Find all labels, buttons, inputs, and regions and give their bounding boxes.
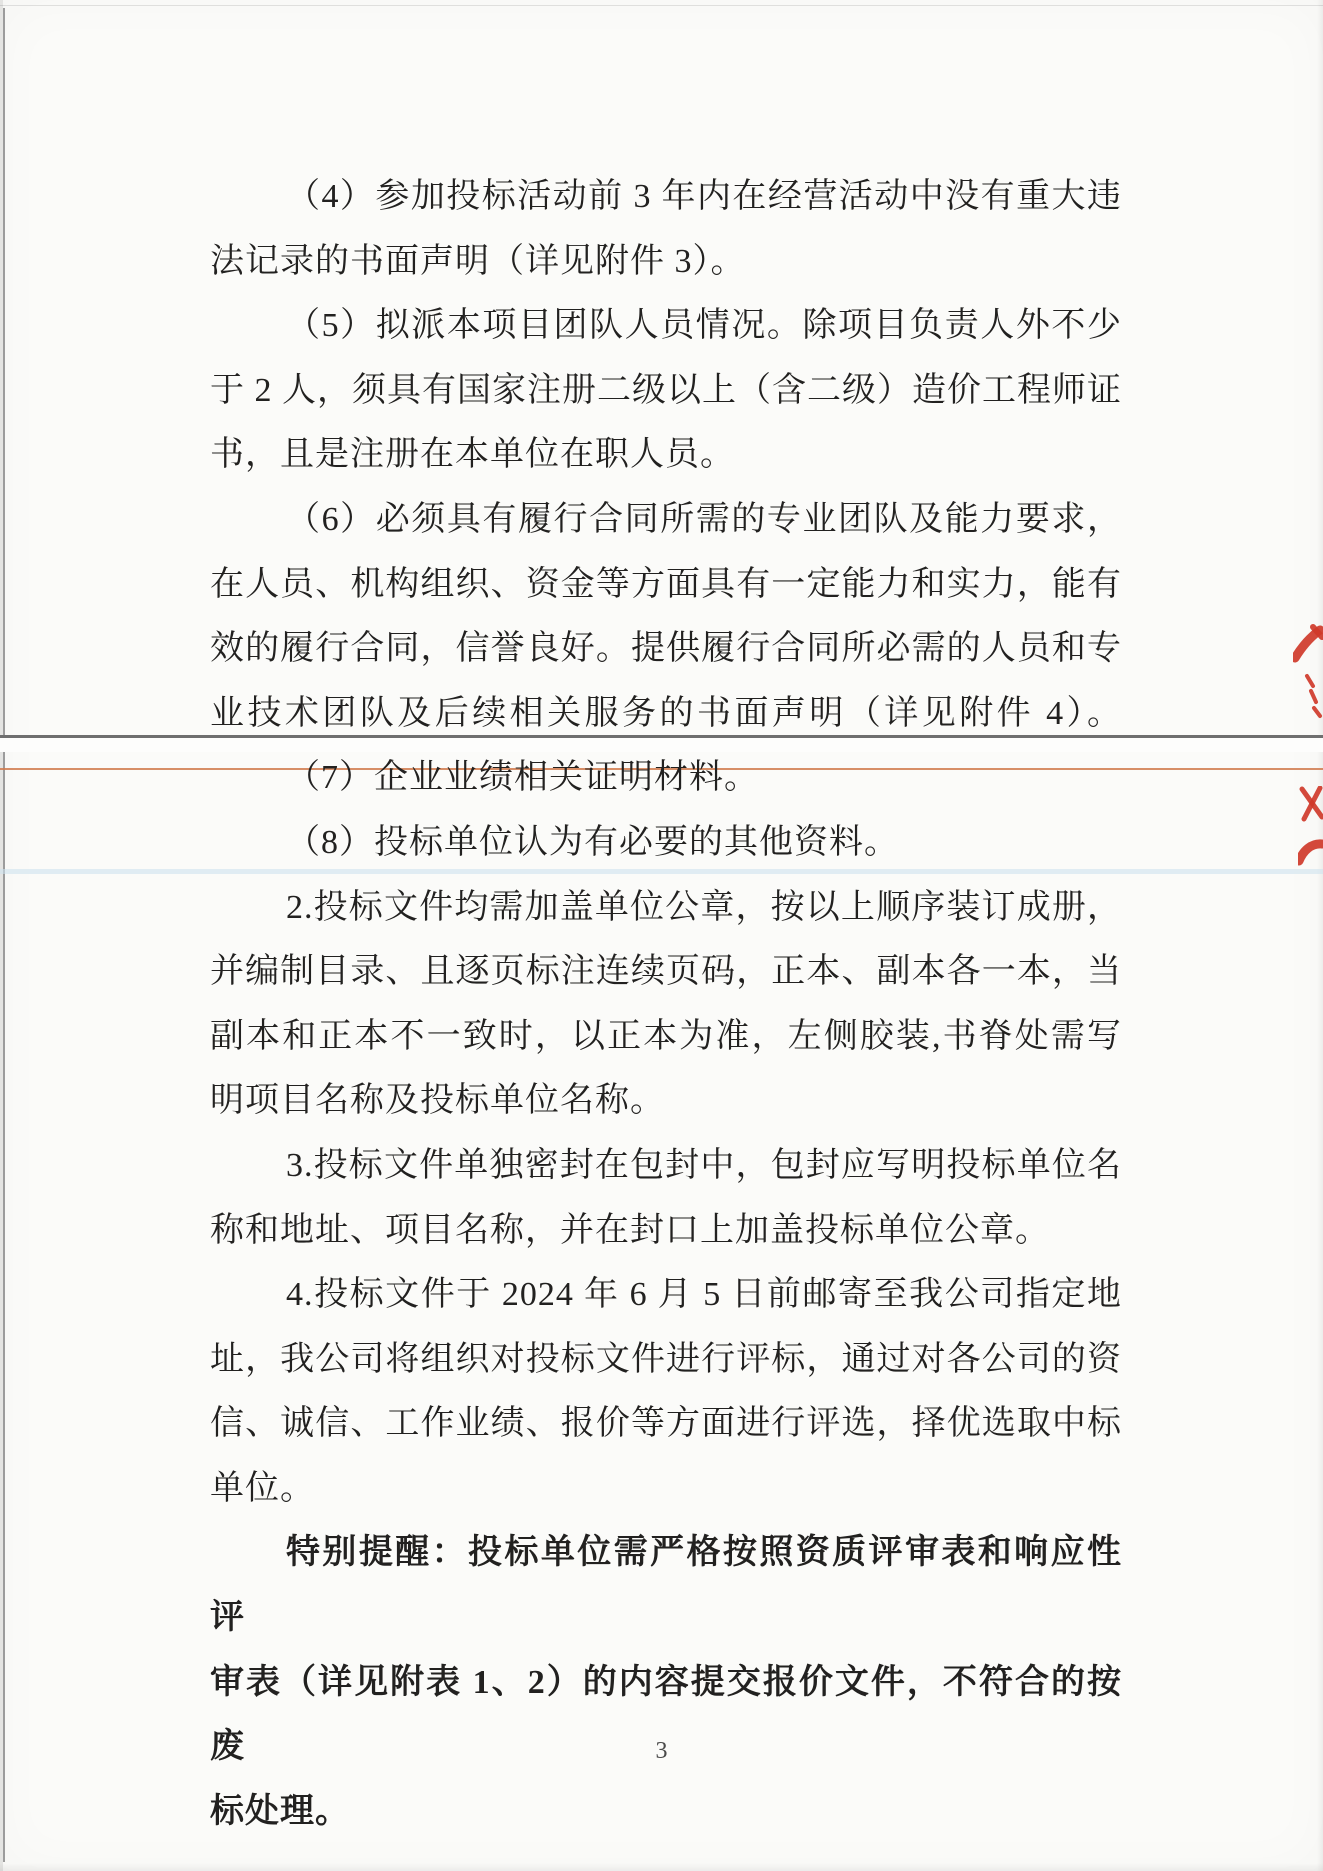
text-line: 4.投标文件于 2024 年 6 月 5 日前邮寄至我公司指定地 [286, 1276, 1122, 1314]
page-top-edge-line [0, 5, 1323, 6]
text-line: （8）投标单位认为有必要的其他资料。 [286, 823, 899, 861]
text-line: （7）企业业绩相关证明材料。 [286, 759, 759, 797]
text-line: 单位。 [210, 1469, 315, 1507]
text-line: （4）参加投标活动前 3 年内在经营活动中没有重大违 [286, 178, 1122, 215]
text-line: 特别提醒：投标单位需严格按照资质评审表和响应性评 [210, 1534, 1122, 1637]
page-left-edge-line [3, 8, 5, 1862]
text-line: （6）必须具有履行合同所需的专业团队及能力要求， [286, 500, 1122, 538]
text-line: 法记录的书面声明（详见附件 3）。 [210, 242, 746, 280]
page-right-edge-shadow [1317, 0, 1323, 1871]
text-line: 并编制目录、且逐页标注连续页码，正本、副本各一本，当 [210, 953, 1122, 991]
text-line: 信、诚信、工作业绩、报价等方面进行评选，择优选取中标 [210, 1405, 1122, 1443]
text-line: 副本和正本不一致时，以正本为准，左侧胶装,书脊处需写 [210, 1017, 1122, 1055]
text-line: 于 2 人，须具有国家注册二级以上（含二级）造价工程师证 [210, 371, 1122, 409]
red-ink-annotation-bottom [1298, 786, 1323, 872]
text-line: （5）拟派本项目团队人员情况。除项目负责人外不少 [286, 307, 1122, 345]
document-body [210, 165, 1122, 1844]
page-bottom-edge-shadow [0, 1863, 1323, 1871]
text-line: 效的履行合同，信誉良好。提供履行合同所必需的人员和专 [210, 630, 1122, 668]
text-line: 址，我公司将组织对投标文件进行评标，通过对各公司的资 [210, 1340, 1122, 1378]
text-line: 书，且是注册在本单位在职人员。 [210, 436, 735, 474]
text-line: 业技术团队及后续相关服务的书面声明（详见附件 4）。 [210, 694, 1122, 732]
text-line: 称和地址、项目名称，并在封口上加盖投标单位公章。 [210, 1211, 1050, 1249]
text-line: 在人员、机构组织、资金等方面具有一定能力和实力，能有 [210, 565, 1122, 603]
text-line: 标处理。 [210, 1792, 350, 1830]
text-line: 明项目名称及投标单位名称。 [210, 1082, 665, 1120]
red-ink-annotation-top [1293, 624, 1323, 720]
text-line: 2.投标文件均需加盖单位公章，按以上顺序装订成册， [286, 888, 1122, 926]
text-line: 3.投标文件单独密封在包封中，包封应写明投标单位名 [286, 1146, 1122, 1184]
text-line: 审表（详见附表 1、2）的内容提交报价文件，不符合的按废 [210, 1663, 1122, 1766]
page-number: 3 [655, 1738, 668, 1764]
